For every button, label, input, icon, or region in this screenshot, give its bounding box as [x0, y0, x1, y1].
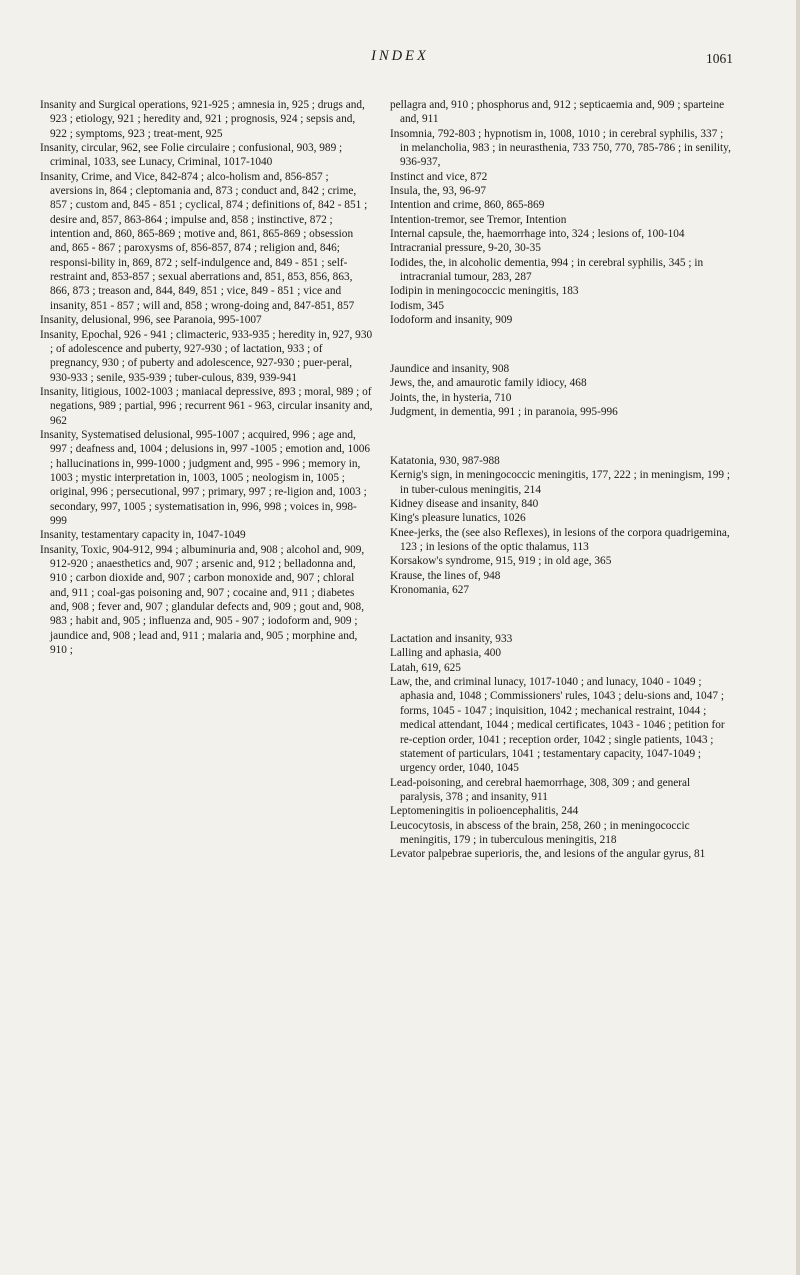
index-entry: Lalling and aphasia, 400 [390, 647, 502, 660]
index-entry: Iodoform and insanity, 909 [390, 314, 513, 327]
index-entry: Insanity, Systematised delusional, 995-1007 ; acquired, 996 ; age and, 997 ; deafness and, 1004 ; delusions in, 997 -1005 ; emotion and, 1006 ; hallucinations in, 999-1000 ; judgment and, 995 - 996 ; memory in, 1003 ; mystic interpretation in, 1003, 1005 ; neologism in, 1005 ; original, 996 ; persecutional, 997 ; primary, 997 ; re-ligion and, 1003 ; secondary, 997, 1005 ; systematisation in, 996, 998 ; voices in, 998-999 [40, 428, 371, 527]
index-entry: Insanity, circular, 962, see Folie circulaire ; confusional, 903, 989 ; criminal, 1033, see Lunacy, Criminal, 1017-1040 [40, 142, 343, 169]
index-entry: Insanity, Crime, and Vice, 842-874 ; alco-holism and, 856-857 ; aversions in, 864 ; cleptomania and, 873 ; conduct and, 842 ; crime, 857 ; custom and, 845 - 851 ; cyclical, 874 ; definitions of, 842 - 851 ; desire and, 857, 863-864 ; impulse and, 858 ; instinctive, 872 ; intention and, 860, 865-869 ; motive and, 861, 865-869 ; obsession and, 865 - 867 ; paroxysms of, 856-857, 874 ; religion and, 846; responsi-bility in, 869, 872 ; self-indulgence and, 849 - 851 ; self-restraint and, 853-857 ; sexual aberrations and, 851, 853, 856, 863, 866, 873 ; treason and, 844, 849, 851 ; vice, 849 - 851 ; vice and insanity, 851 - 857 ; will and, 858 ; wrong-doing and, 847-851, 857 [40, 170, 368, 312]
index-entry: Insomnia, 792-803 ; hypnotism in, 1008, 1010 ; in cerebral syphilis, 337 ; in melancholia, 983 ; in neurasthenia, 733 750, 770, 785-786 ; in senility, 936-937, [390, 127, 731, 169]
index-entry: Insanity, Toxic, 904-912, 994 ; albuminuria and, 908 ; alcohol and, 909, 912-920 ; anaesthetics and, 907 ; arsenic and, 912 ; belladonna and, 910 ; carbon dioxide and, 907 ; carbon monoxide and, 907 ; chloral and, 911 ; coal-gas poisoning and, 907 ; cocaine and, 911 ; diabetes and, 908 ; fever and, 907 ; glandular defects and, 909 ; gout and, 908, 983 ; habit and, 905 ; influenza and, 905 - 907 ; iodoform and, 909 ; jaundice and, 908 ; lead and, 911 ; malaria and, 905 ; morphine and, 910 ; [40, 543, 365, 657]
index-entry: Iodides, the, in alcoholic dementia, 994 ; in cerebral syphilis, 345 ; in intracranial tumour, 283, 287 [390, 256, 704, 284]
index-entry: Kernig's sign, in meningococcic meningitis, 177, 222 ; in meningism, 199 ; in tuber-culous meningitis, 214 [390, 469, 730, 496]
index-entry: pellagra and, 910 ; phosphorus and, 912 ; septicaemia and, 909 ; sparteine and, 911 [390, 99, 725, 126]
index-entry: Jews, the, and amaurotic family idiocy, 468 [390, 377, 587, 390]
index-entry: Krause, the lines of, 948 [390, 569, 501, 582]
index-entry: Iodism, 345 [390, 299, 444, 312]
index-entry: Leucocytosis, in abscess of the brain, 258, 260 ; in meningococcic meningitis, 179 ; in tuberculous meningitis, 218 [390, 819, 690, 846]
index-entry: Insanity, litigious, 1002-1003 ; maniacal depressive, 893 ; moral, 989 ; of negations, 989 ; partial, 996 ; recurrent 961 - 963, circular insanity and, 962 [40, 385, 373, 427]
index-entry: Kidney disease and insanity, 840 [390, 498, 539, 511]
index-entry: Internal capsule, the, haemorrhage into, 324 ; lesions of, 100-104 [390, 228, 685, 241]
index-entry: Insula, the, 93, 96-97 [390, 185, 487, 198]
index-entry: Katatonia, 930, 987-988 [390, 455, 500, 468]
index-entry: Joints, the, in hysteria, 710 [390, 391, 512, 404]
index-entry: Judgment, in dementia, 991 ; in paranoia, 995-996 [390, 406, 618, 419]
index-entry: Iodipin in meningococcic meningitis, 183 [390, 285, 579, 298]
index-entry: Knee-jerks, the (see also Reflexes), in lesions of the corpora quadrigemina, 123 ; in lesions of the optic thalamus, 113 [390, 526, 730, 554]
index-entry: Levator palpebrae superioris, the, and lesions of the angular gyrus, 81 [390, 848, 706, 861]
index-entry: Latah, 619, 625 [390, 661, 461, 674]
index-entry: Insanity, Epochal, 926 - 941 ; climacteric, 933-935 ; heredity in, 927, 930 ; of adolescence and puberty, 927-930 ; of lactation, 933 ; of pregnancy, 930 ; of puberty and adolescence, 927-930 ; puer-peral, 930-933 ; senile, 935-939 ; tuber-culous, 839, 939-941 [40, 328, 373, 384]
index-entry: Insanity, testamentary capacity in, 1047-1049 [40, 529, 246, 542]
running-title: INDEX [371, 48, 429, 64]
page-number: 1061 [706, 51, 733, 66]
index-column-right [390, 98, 732, 862]
index-entry: King's pleasure lunatics, 1026 [390, 512, 526, 525]
letter-group-spacer [390, 431, 732, 443]
index-entry: Law, the, and criminal lunacy, 1017-1040 ; and lunacy, 1040 - 1049 ; aphasia and, 1048 ; Commissioners' rules, 1043 ; delu-sions and, 1047 ; forms, 1045 - 1047 ; inquisition, 1042 ; mechanical restraint, 1044 ; medical attendant, 1044 ; medical certificates, 1043 - 1046 ; petition for re-ception order, 1041 ; reception order, 1042 ; single patients, 1043 ; statement of particulars, 1041 ; testamentary capacity, 1047-1049 ; urgency order, 1040, 1045 [390, 676, 725, 775]
letter-group-spacer [390, 339, 732, 351]
index-entry: Lead-poisoning, and cerebral haemorrhage, 308, 309 ; and general paralysis, 378 ; and insanity, 911 [390, 776, 691, 803]
page-edge-divider [796, 0, 800, 1275]
index-entry: Jaundice and insanity, 908 [390, 363, 510, 376]
index-entry: Intention-tremor, see Tremor, Intention [390, 213, 567, 226]
index-column-left [40, 98, 373, 657]
index-entry: Korsakow's syndrome, 915, 919 ; in old age, 365 [390, 555, 612, 568]
index-entry: Insanity, delusional, 996, see Paranoia, 995-1007 [40, 314, 262, 327]
index-entry: Insanity and Surgical operations, 921-925 ; amnesia in, 925 ; drugs and, 923 ; etiology, 921 ; heredity and, 921 ; prognosis, 924 ; sepsis and, 922 ; symptoms, 923 ; treat-ment, 925 [40, 99, 365, 140]
index-entry: Intracranial pressure, 9-20, 30-35 [390, 242, 541, 255]
index-entry: Lactation and insanity, 933 [390, 633, 513, 646]
index-entry: Instinct and vice, 872 [390, 170, 488, 183]
index-entry: Leptomeningitis in polioencephalitis, 244 [390, 805, 579, 818]
letter-group-spacer [390, 609, 732, 621]
index-entry: Intention and crime, 860, 865-869 [390, 199, 545, 212]
index-entry: Kronomania, 627 [390, 584, 470, 597]
